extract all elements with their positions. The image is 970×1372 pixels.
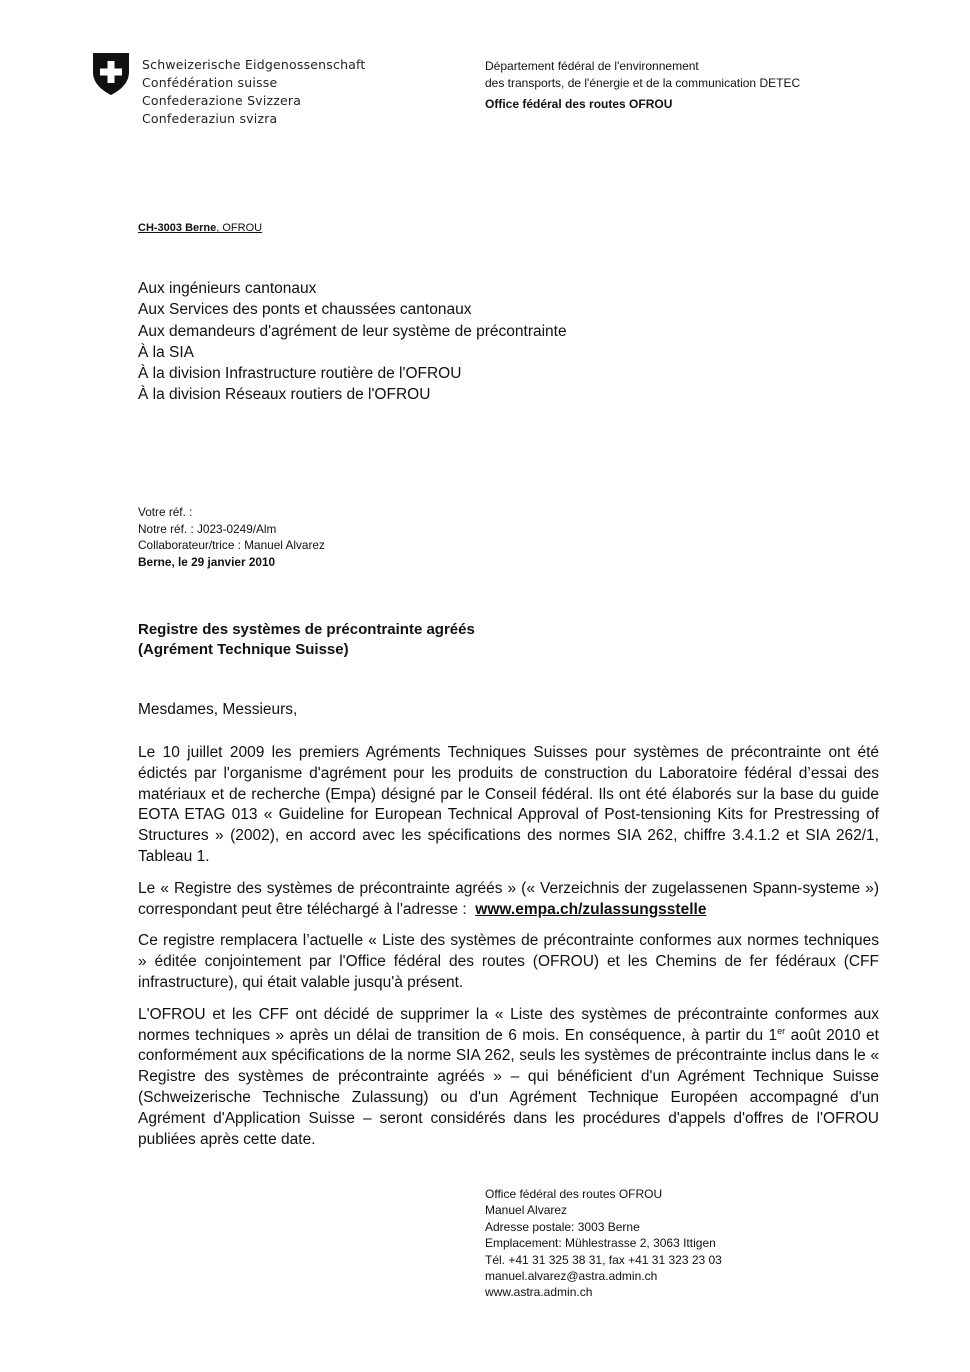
body-paragraph-1: Le 10 juillet 2009 les premiers Agréments Techniques Suisses pour systèmes de précontrainte ont été édictés par l'organisme d'agrément pour les produits de construction du Laboratoire fédéral d’essai des matériaux et de recherche (Empa) désigné par le Conseil fédéral. Ils ont été élaborés sur la base du guide EOTA ETAG 013 « Guideline for European Technical Approval of Post-tensioning Kits for Prestressing of Structures » (2002), en accord avec les spécifications des normes SIA 262, chiffre 3.4.1.2 et SIA 262/1, Tableau 1. — [138, 744, 879, 865]
signature-name: Manuel Alvarez — [485, 1203, 568, 1218]
empa-register-link[interactable]: www.empa.ch/zulassungsstelle — [475, 900, 707, 918]
recipient-line: À la SIA — [138, 343, 194, 361]
references-block — [138, 504, 325, 570]
confederation-name-de: Schweizerische Eidgenossenschaft — [142, 57, 366, 72]
confederation-name-fr: Confédération suisse — [142, 75, 278, 90]
recipient-line: Aux demandeurs d'agrément de leur système de précontrainte — [138, 322, 567, 340]
sender-line — [138, 222, 262, 234]
body-paragraph-4 — [138, 1005, 879, 1151]
recipient-line: Aux Services des ponts et chaussées cantonaux — [138, 301, 472, 319]
swiss-crest-logo — [92, 52, 130, 96]
our-reference: Notre réf. : J023-0249/Alm — [138, 521, 277, 536]
salutation: Mesdames, Messieurs, — [138, 701, 298, 718]
sender-office: , OFROU — [216, 222, 263, 234]
subject-block — [138, 620, 475, 660]
body-paragraph-2-text: Le « Registre des systèmes de précontrainte agréés » (« Verzeichnis der zugelassenen Spann-systeme ») correspondant peut être téléchargé à l'adresse : — [138, 879, 879, 918]
body-paragraph-4-end: août 2010 et conformément aux spécifications de la norme SIA 262, seuls les systèmes de précontrainte inclus dans le « Registre des systèmes de précontrainte agréés » – qui bénéficient d'un Agrément Technique Suisse (Schweizerische Technische Zulassung) ou d'un Agrément Technique Européen accompagné d'un Agrément d'Application Suisse – seront considérés dans les procédures d'appels d'offres de l'OFROU publiées après cette date. — [138, 1026, 879, 1148]
signature-email: manuel.alvarez@astra.admin.ch — [485, 1269, 658, 1284]
signature-block — [485, 1186, 722, 1301]
signature-phone-fax: Tél. +41 31 325 38 31, fax +41 31 323 23 03 — [485, 1252, 722, 1267]
confederation-name-rm: Confederaziun svizra — [142, 111, 278, 126]
signature-website: www.astra.admin.ch — [485, 1285, 593, 1300]
confederation-names — [142, 56, 366, 128]
department-line-1: Département fédéral de l'environnement — [485, 59, 699, 73]
your-reference: Votre réf. : — [138, 505, 193, 519]
confederation-name-it: Confederazione Svizzera — [142, 93, 302, 108]
sender-postcode: CH-3003 Berne — [138, 222, 217, 234]
recipient-line: À la division Réseaux routiers de l'OFROU — [138, 386, 431, 404]
office-name: Office fédéral des routes OFROU — [485, 97, 673, 111]
signature-office: Office fédéral des routes OFROU — [485, 1187, 663, 1201]
department-block — [485, 58, 800, 113]
letter-body — [138, 743, 879, 1161]
recipient-line: À la division Infrastructure routière de l'OFROU — [138, 365, 462, 383]
recipient-line: Aux ingénieurs cantonaux — [138, 280, 317, 297]
recipients-block — [138, 278, 567, 406]
ordinal-superscript: er — [777, 1025, 786, 1036]
body-paragraph-2 — [138, 879, 879, 921]
body-paragraph-4-start: L'OFROU et les CFF ont décidé de supprimer la « Liste des systèmes de précontrainte conformes aux normes techniques » après un délai de transition de 6 mois. En conséquence, à partir du 1 — [138, 1005, 879, 1044]
body-paragraph-3: Ce registre remplacera l’actuelle « Liste des systèmes de précontrainte conformes aux normes techniques » éditée conjointement par l'Office fédéral des routes (OFROU) et les Chemins de fer fédéraux (CFF infrastructure), qui était valable jusqu'à présent. — [138, 932, 879, 991]
signature-location: Emplacement: Mühlestrasse 2, 3063 Ittigen — [485, 1236, 716, 1251]
letter-date: Berne, le 29 janvier 2010 — [138, 554, 276, 569]
collaborator: Collaborateur/trice : Manuel Alvarez — [138, 538, 325, 552]
signature-postal-address: Adresse postale: 3003 Berne — [485, 1219, 640, 1234]
department-line-2: des transports, de l'énergie et de la communication DETEC — [485, 75, 801, 90]
subject-line-2: (Agrément Technique Suisse) — [138, 641, 349, 658]
subject-line-1: Registre des systèmes de précontrainte agréés — [138, 621, 475, 638]
